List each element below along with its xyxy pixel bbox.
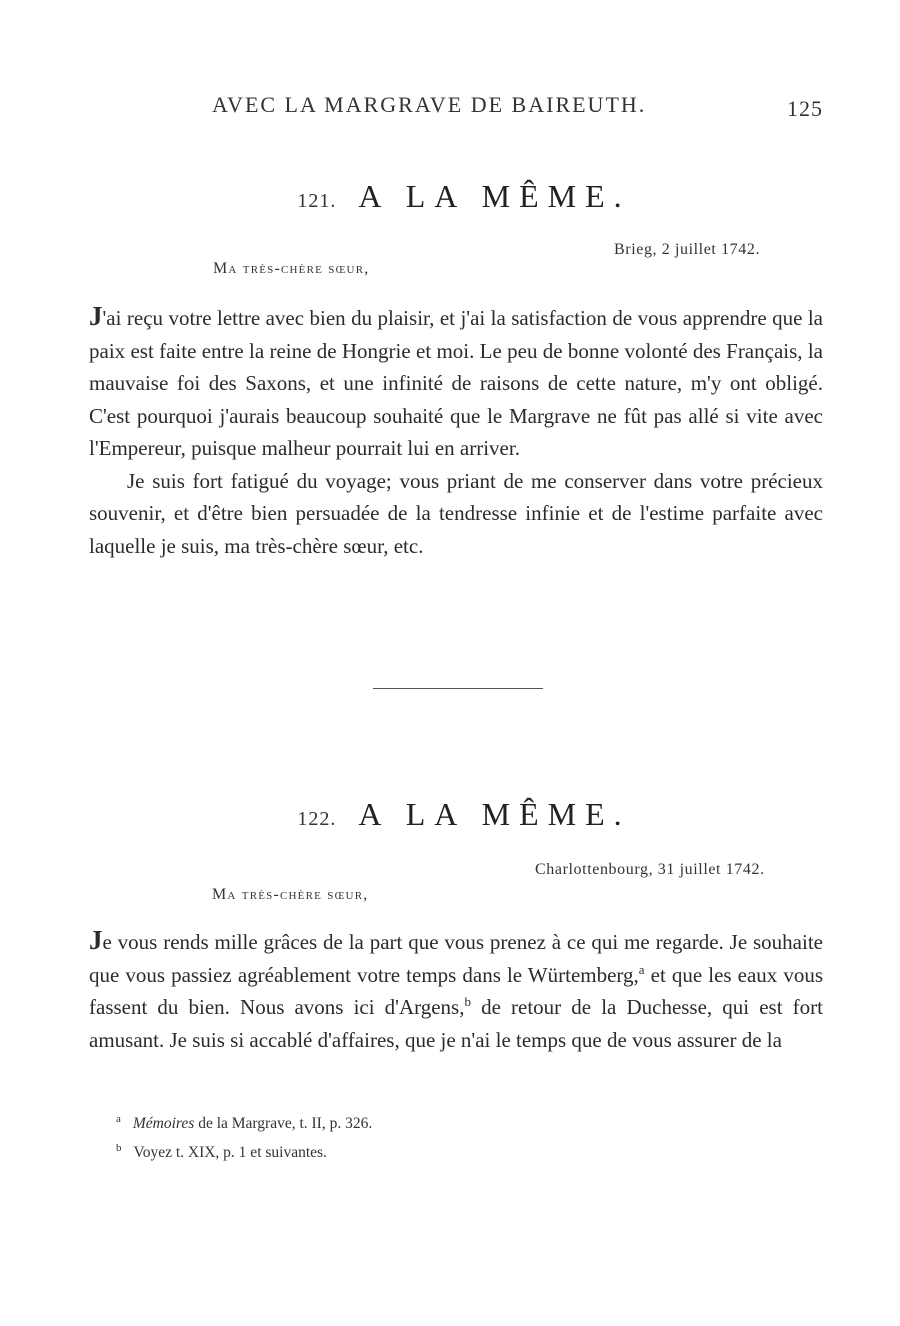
running-head: AVEC LA MARGRAVE DE BAIREUTH. bbox=[212, 92, 647, 117]
section-divider bbox=[373, 688, 543, 689]
footnote-mark: a bbox=[116, 1113, 121, 1125]
letter-number: 122. bbox=[297, 808, 337, 830]
drop-cap: J bbox=[89, 925, 103, 955]
letter-dateline: Charlottenbourg, 31 juillet 1742. bbox=[535, 861, 765, 878]
paragraph-text: 'ai reçu votre lettre avec bien du plaisir, et j'ai la satisfaction de vous apprendre que la paix est faite entre la reine de Hongrie et moi. Le peu de bonne volonté des Français, la mauvaise foi des Saxons, et une infinité de raisons de cette nature, m'y ont obligé. C'est pourquoi j'aurais beaucoup souhaité que le Margrave ne fût pas allé si vite avec l'Empereur, puisque malheur pourrait lui en arriver. bbox=[89, 306, 823, 460]
footnote-italic: Mémoires bbox=[132, 1115, 195, 1133]
body-paragraph bbox=[89, 300, 823, 465]
letter-heading-122 bbox=[14, 796, 900, 833]
footnote-ref-a: a bbox=[638, 961, 645, 977]
page-number: 125 bbox=[787, 96, 823, 121]
letter-heading-121 bbox=[14, 178, 900, 215]
footnote-a bbox=[116, 1107, 372, 1136]
letter-body-122 bbox=[89, 924, 823, 1056]
footnote-text: de la Margrave, t. II, p. 326. bbox=[194, 1115, 373, 1133]
letter-dateline: Brieg, 2 juillet 1742. bbox=[614, 241, 761, 258]
drop-cap: J bbox=[89, 301, 103, 331]
paragraph-text: de retour de la Duchesse, qui est fort amusant. Je suis si accablé d'affaires, que je n'ai le temps que de vous assurer de la bbox=[89, 995, 823, 1052]
footnotes bbox=[116, 1107, 372, 1165]
letter-salutation: Ma très-chère sœur, bbox=[212, 886, 369, 903]
letter-title: A LA MÊME. bbox=[358, 178, 631, 214]
body-paragraph: Je suis fort fatigué du voyage; vous priant de me conserver dans votre précieux souvenir, et d'être bien persuadée de la tendresse infinie et de l'estime parfaite avec laquelle je suis, ma très-chère sœur, etc. bbox=[89, 468, 823, 558]
letter-title: A LA MÊME. bbox=[358, 796, 631, 832]
body-paragraph bbox=[89, 924, 823, 1056]
footnote-ref-b: b bbox=[464, 994, 471, 1009]
letter-salutation: Ma très-chère sœur, bbox=[213, 260, 370, 277]
paragraph-text: et que les eaux vous fassent du bien. Nous avons ici d'Argens, bbox=[89, 962, 823, 1019]
footnote-mark: b bbox=[116, 1142, 122, 1155]
letter-body-121 bbox=[89, 300, 823, 562]
footnote-b bbox=[116, 1136, 372, 1165]
paragraph-text: e vous rends mille grâces de la part que vous prenez à ce qui me regarde. Je souhaite que vous passiez agréablement votre temps dans le Würtemberg, bbox=[89, 930, 823, 987]
letter-number: 121. bbox=[297, 190, 337, 212]
footnote-text: Voyez t. XIX, p. 1 et suivantes. bbox=[133, 1144, 327, 1162]
